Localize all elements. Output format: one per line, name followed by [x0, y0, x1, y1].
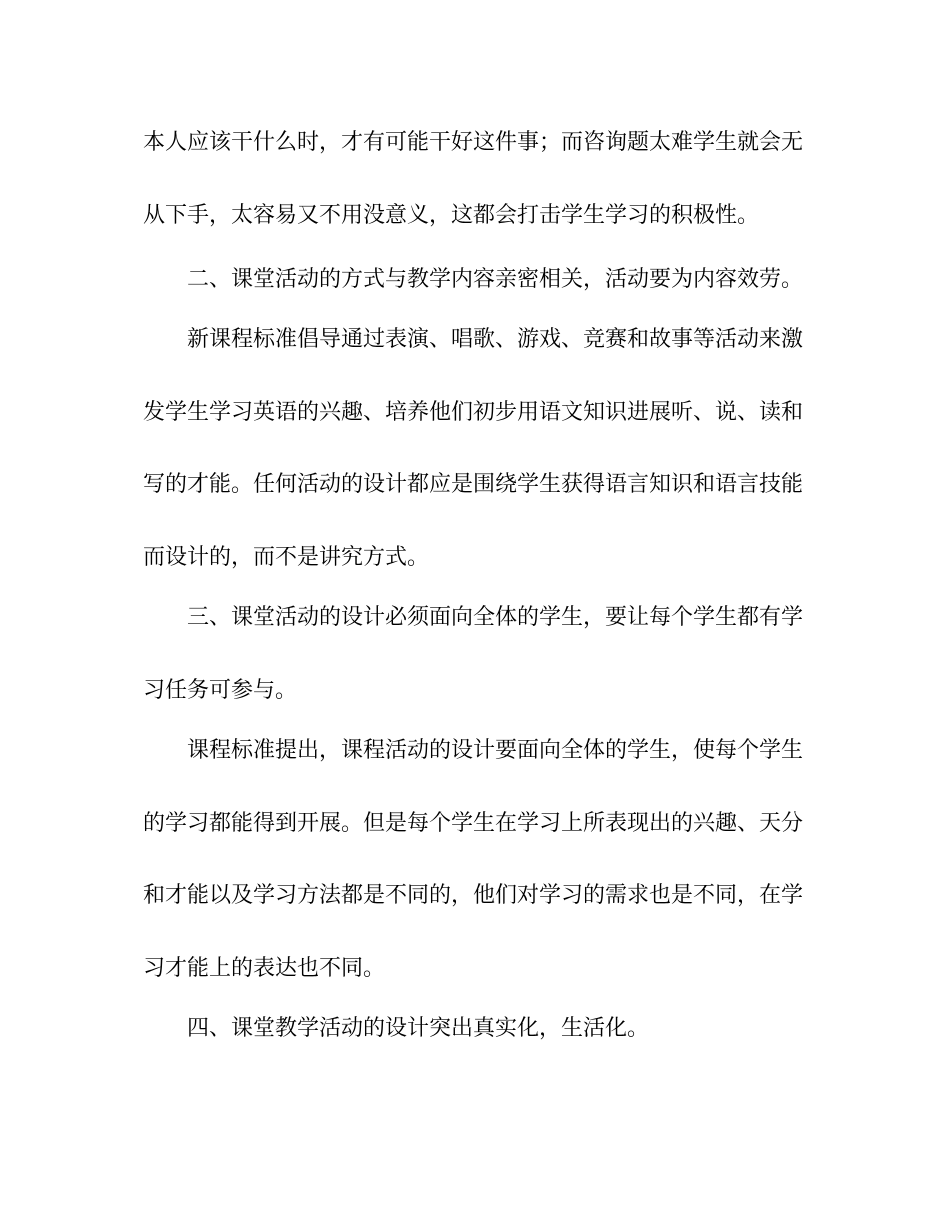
section-heading-3: 三、课堂活动的设计必须面向全体的学生，要让每个学生都有学: [187, 605, 804, 630]
text-line: 新课程标准倡导通过表演、唱歌、游戏、竞赛和故事等活动来激: [187, 327, 804, 352]
text-line: 课程标准提出，课程活动的设计要面向全体的学生，使每个学生: [187, 738, 804, 763]
text-line: 习任务可参与。: [143, 678, 298, 703]
section-heading-4: 四、课堂教学活动的设计突出真实化，生活化。: [187, 1016, 650, 1041]
text-line: 和才能以及学习方法都是不同的，他们对学习的需求也是不同，在学: [143, 883, 804, 908]
text-line: 而设计的，而不是讲究方式。: [143, 545, 430, 570]
text-line: 本人应该干什么时，才有可能干好这件事；而咨询题太难学生就会无: [143, 130, 804, 155]
text-line: 的学习都能得到开展。但是每个学生在学习上所表现出的兴趣、天分: [143, 811, 804, 836]
text-line: 习才能上的表达也不同。: [143, 956, 386, 981]
text-line: 写的才能。任何活动的设计都应是围绕学生获得语言知识和语言技能: [143, 472, 804, 497]
section-heading-2: 二、课堂活动的方式与教学内容亲密相关，活动要为内容效劳。: [187, 267, 804, 292]
text-line: 发学生学习英语的兴趣、培养他们初步用语文知识进展听、说、读和: [143, 400, 804, 425]
text-line: 从下手，太容易又不用没意义，这都会打击学生学习的积极性。: [143, 203, 760, 228]
